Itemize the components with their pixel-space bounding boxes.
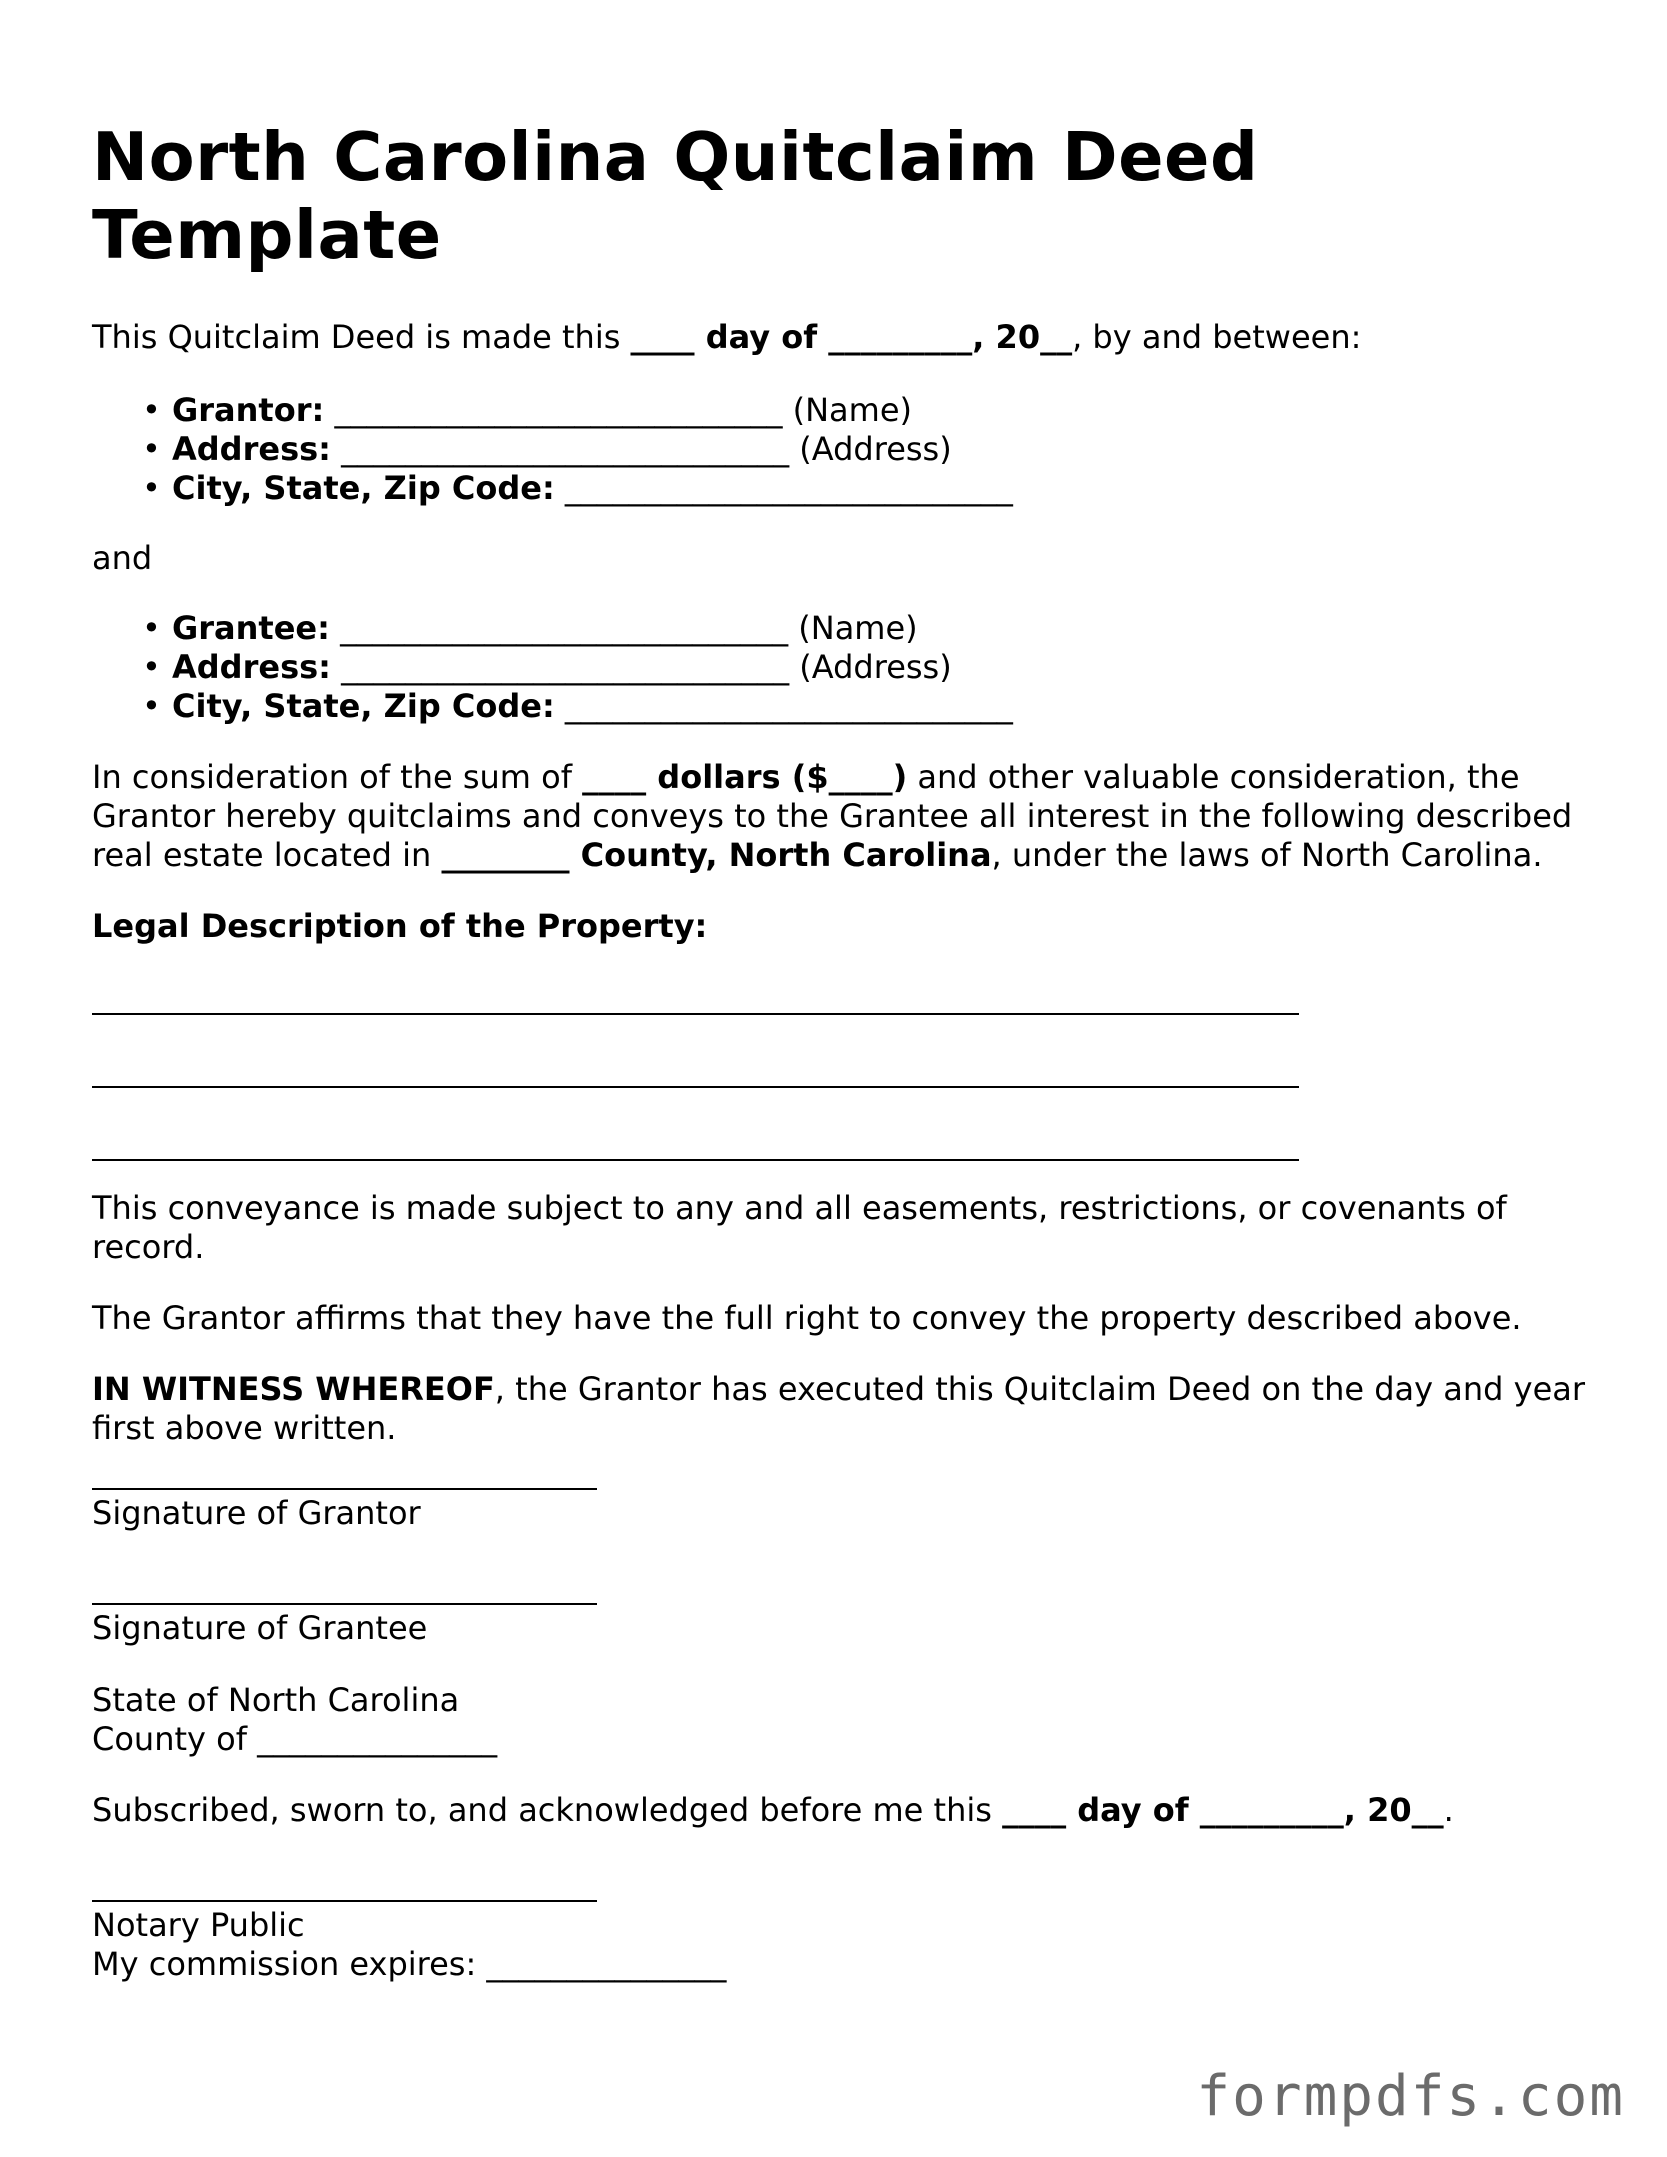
grantor-signature-block <box>92 1486 1592 1533</box>
consideration-county-blank: ________ County, North Carolina <box>441 836 992 874</box>
page-title: North Carolina Quitclaim Deed Template <box>92 118 1259 274</box>
document-page <box>92 118 1592 1984</box>
grantor-name-note: (Name) <box>792 391 912 429</box>
grantor-address-label: Address: <box>172 430 331 468</box>
grantee-address-note: (Address) <box>799 648 952 686</box>
grantor-label: Grantor: <box>172 391 325 429</box>
witness-heading: IN WITNESS WHEREOF <box>92 1370 495 1408</box>
consideration-amount-blank: ____ dollars ($____) <box>582 758 908 796</box>
intro-prefix: This Quitclaim Deed is made this <box>92 318 631 356</box>
sworn-paragraph <box>92 1791 1592 1830</box>
notary-venue <box>92 1681 1592 1759</box>
grantor-name-item <box>172 391 1592 430</box>
grantor-city-blank: ____________________________ <box>554 469 1013 507</box>
grantor-address-item <box>172 430 1592 469</box>
consideration-text-2: and other valuable consideration, the Grantor hereby quitclaims and conveys to the Grantee all interest in the following described real estate located in <box>92 758 1573 874</box>
notary-signature-block <box>92 1898 1592 1984</box>
intro-date-blank: ____ day of _________, 20__ <box>630 318 1073 356</box>
affirm-paragraph: The Grantor affirms that they have the full right to convey the property described above. <box>92 1299 1522 1337</box>
grantor-list <box>92 391 1592 508</box>
watermark: formpdfs.com <box>1196 2064 1625 2129</box>
legal-description-lines <box>92 972 1592 1161</box>
consideration-text-3: , under the laws of North Carolina. <box>991 836 1543 874</box>
grantee-signature-block <box>92 1601 1592 1648</box>
notary-state: State of North Carolina <box>92 1681 460 1719</box>
witness-paragraph <box>92 1370 1592 1448</box>
grantee-city-item <box>172 687 1592 726</box>
notary-public-label: Notary Public <box>92 1906 305 1944</box>
notary-signature-line <box>92 1898 597 1902</box>
legal-description-line <box>92 1045 1299 1088</box>
grantee-address-item <box>172 648 1592 687</box>
notary-county: County of _______________ <box>92 1720 498 1758</box>
grantor-signature-line <box>92 1486 597 1490</box>
legal-description-heading: Legal Description of the Property: <box>92 907 708 945</box>
grantor-name-blank: ____________________________ <box>324 391 793 429</box>
sworn-suffix: . <box>1443 1791 1454 1829</box>
grantee-name-item <box>172 609 1592 648</box>
sworn-prefix: Subscribed, sworn to, and acknowledged before me this <box>92 1791 1003 1829</box>
grantee-address-blank: ____________________________ <box>330 648 800 686</box>
grantee-label: Grantee: <box>172 609 330 647</box>
consideration-paragraph <box>92 758 1592 875</box>
grantor-address-note: (Address) <box>799 430 952 468</box>
and-text: and <box>92 539 153 577</box>
conveyance-paragraph: This conveyance is made subject to any and all easements, restrictions, or covenants of record. <box>92 1189 1507 1266</box>
grantee-list <box>92 609 1592 726</box>
sworn-date-blank: ____ day of _________, 20__ <box>1002 1791 1444 1829</box>
grantee-name-blank: ____________________________ <box>329 609 799 647</box>
grantee-signature-label: Signature of Grantee <box>92 1609 428 1647</box>
legal-description-line <box>92 972 1299 1015</box>
grantee-city-blank: ____________________________ <box>554 687 1013 725</box>
grantor-signature-label: Signature of Grantor <box>92 1494 421 1532</box>
grantor-city-label: City, State, Zip Code: <box>172 469 555 507</box>
grantee-name-note: (Name) <box>798 609 918 647</box>
consideration-text-1: In consideration of the sum of <box>92 758 583 796</box>
grantee-signature-line <box>92 1601 597 1605</box>
legal-description-line <box>92 1118 1299 1161</box>
intro-suffix: , by and between: <box>1072 318 1362 356</box>
grantor-city-item <box>172 469 1592 508</box>
grantee-address-label: Address: <box>172 648 331 686</box>
intro-paragraph <box>92 318 1592 357</box>
grantee-city-label: City, State, Zip Code: <box>172 687 555 725</box>
grantor-address-blank: ____________________________ <box>330 430 800 468</box>
witness-text: , the Grantor has executed this Quitclaim Deed on the day and year first above written. <box>92 1370 1586 1447</box>
notary-commission: My commission expires: _______________ <box>92 1945 727 1983</box>
